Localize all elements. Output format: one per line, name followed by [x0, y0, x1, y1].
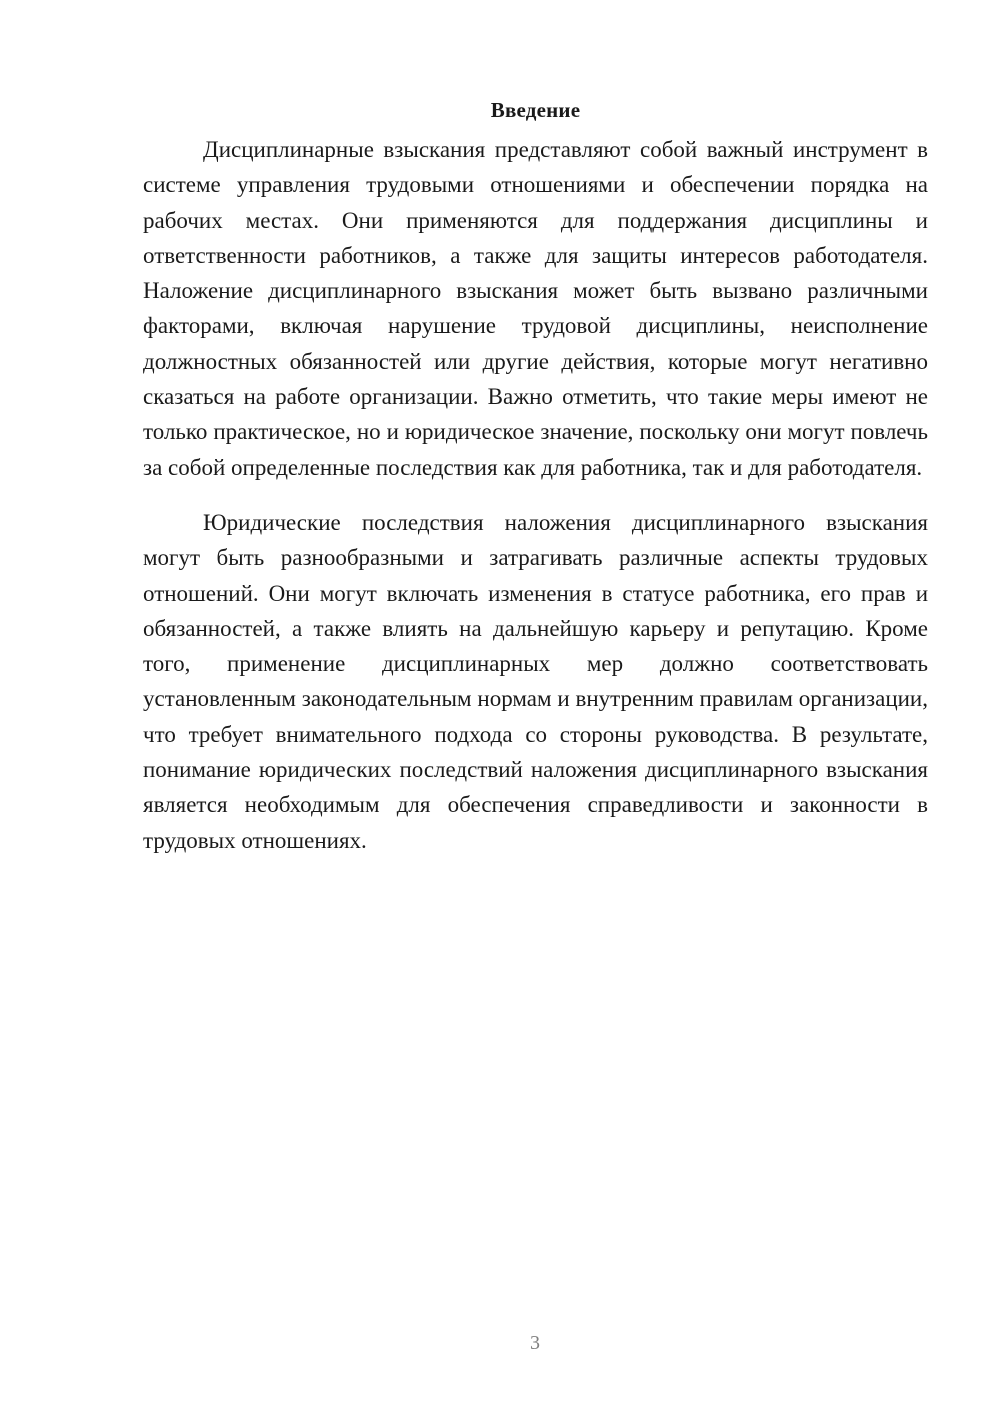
document-body [143, 92, 928, 878]
page-number: 3 [530, 1332, 540, 1354]
paragraph-1: Дисциплинарные взыскания представляют собой важный инструмент в системе управления трудовыми отношениями и обеспечении порядка на рабочих местах. Они применяются для поддержания дисциплины и ответственности работников, а также для защиты интересов работодателя. Наложение дисциплинарного взыскания может быть вызвано различными факторами, включая нарушение трудовой дисциплины, неисполнение должностных обязанностей или другие действия, которые могут негативно сказаться на работе организации. Важно отметить, что такие меры имеют не только практическое, но и юридическое значение, поскольку они могут повлечь за собой определенные последствия как для работника, так и для работодателя. [143, 137, 928, 480]
paragraph-2: Юридические последствия наложения дисциплинарного взыскания могут быть разнообразными и затрагивать различные аспекты трудовых отношений. Они могут включать изменения в статусе работника, его прав и обязанностей, а также влиять на дальнейшую карьеру и репутацию. Кроме того, применение дисциплинарных мер должно соответствовать установленным законодательным нормам и внутренним правилам организации, что требует внимательного подхода со стороны руководства. В результате, понимание юридических последствий наложения дисциплинарного взыскания является необходимым для обеспечения справедливости и законности в трудовых отношениях. [143, 509, 928, 853]
section-heading: Введение [490, 98, 581, 122]
